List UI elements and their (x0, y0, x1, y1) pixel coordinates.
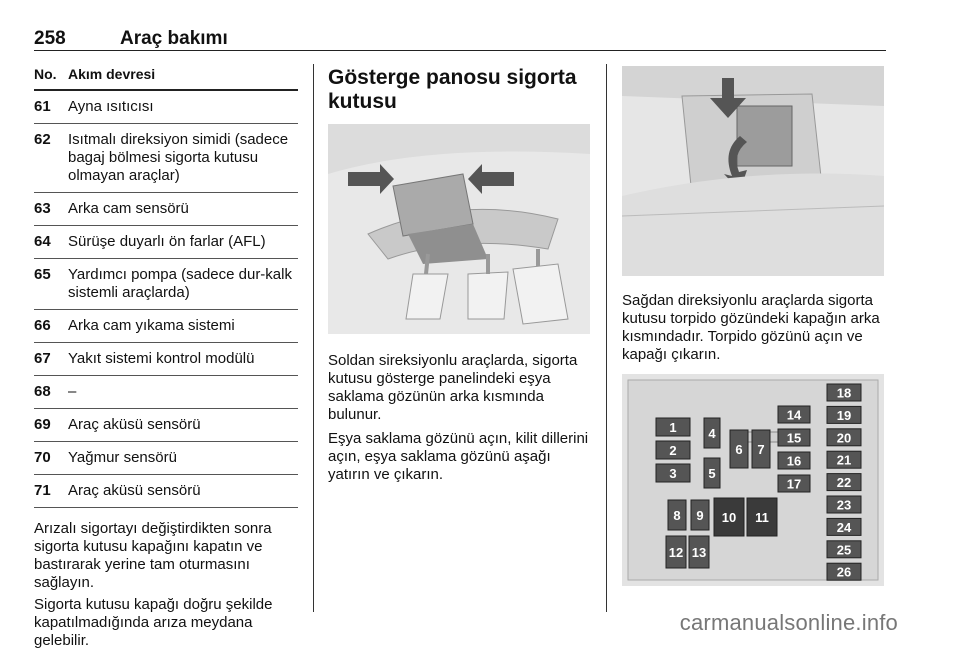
table-row (34, 343, 298, 376)
col2-paragraph-1: Soldan sireksiyonlu araçlarda, sigorta kutusu gösterge panelindeki eşya saklama gözünün arka kısmında bulunur. (328, 352, 578, 423)
col3-paragraph: Sağdan direksiyonlu araçlarda sigorta kutusu torpido gözündeki kapağın arka kısmındadır. Torpido gözünü açın ve kapağı çıkarın. (622, 292, 880, 363)
svg-text:14: 14 (786, 407, 802, 423)
fuse-slot (704, 418, 720, 448)
fuse-slot (704, 458, 720, 488)
fuse-slot (827, 496, 861, 513)
svg-text:25: 25 (836, 542, 852, 558)
svg-text:24: 24 (836, 519, 852, 535)
table-header (34, 62, 298, 91)
fuse-box-diagram (622, 374, 884, 586)
fuse-table-column (34, 62, 298, 650)
fuse-circuit: Araç aküsü sensörü (68, 416, 201, 433)
fuse-circuit: Arka cam sensörü (68, 200, 189, 217)
fuse-circuit: Ayna ısıtıcısı (68, 98, 154, 115)
fuse-slot (827, 384, 861, 401)
fuse-slot (668, 500, 686, 530)
fuse-slot (656, 441, 690, 459)
fuse-slot (689, 536, 709, 568)
fuse-table-body (34, 91, 298, 508)
fuse-circuit: Yağmur sensörü (68, 449, 177, 466)
svg-text:4: 4 (708, 426, 716, 441)
instrument-panel-column (328, 66, 592, 114)
fuse-circuit: Isıtmalı direksiyon simidi (sadece bagaj bölmesi sigorta kutusu olmayan araçlar) (68, 131, 289, 184)
page-header (34, 28, 886, 51)
fuse-slot (691, 500, 709, 530)
fuse-slot (666, 536, 686, 568)
fuse-number: 69 (34, 416, 51, 433)
fuse-slot (827, 474, 861, 491)
fuse-slot (752, 430, 770, 468)
svg-text:8: 8 (673, 508, 681, 523)
watermark-text: carmanualsonline.info (679, 610, 898, 635)
fuse-slot (730, 430, 748, 468)
svg-text:11: 11 (755, 510, 769, 525)
svg-text:22: 22 (836, 475, 852, 491)
fuse-circuit: Sürüşe duyarlı ön farlar (AFL) (68, 233, 266, 250)
column-divider (313, 64, 314, 612)
svg-text:2: 2 (669, 443, 677, 458)
svg-text:17: 17 (786, 476, 802, 492)
svg-text:15: 15 (786, 430, 802, 446)
fuse-circuit: Arka cam yıkama sistemi (68, 317, 235, 334)
table-row (34, 226, 298, 259)
svg-text:13: 13 (691, 545, 707, 560)
svg-text:10: 10 (721, 510, 737, 525)
svg-text:19: 19 (836, 407, 852, 423)
col2-text (328, 352, 594, 484)
rhd-glovebox-illustration (622, 66, 884, 276)
fuse-circuit: Yardımcı pompa (sadece dur-kalk sistemli araçlarda) (68, 266, 292, 301)
svg-text:3: 3 (669, 466, 677, 481)
fuse-slot (827, 518, 861, 535)
svg-text:9: 9 (696, 508, 704, 523)
fuse-number: 70 (34, 449, 51, 466)
page-title: Araç bakımı (120, 28, 228, 49)
col-circuit-header: Akım devresi (68, 66, 156, 82)
svg-text:21: 21 (836, 452, 852, 468)
table-row (34, 310, 298, 343)
fuse-slot (827, 541, 861, 558)
svg-text:20: 20 (836, 430, 852, 446)
fuse-slot (778, 475, 810, 492)
fuse-number: 62 (34, 131, 51, 148)
svg-text:18: 18 (836, 385, 852, 401)
svg-text:16: 16 (786, 453, 802, 469)
column-divider (606, 64, 607, 612)
col3-text (622, 292, 884, 364)
svg-text:7: 7 (757, 442, 765, 457)
fuse-slot (656, 418, 690, 436)
fuse-slot (778, 452, 810, 469)
fuse-circuit: – (68, 383, 77, 400)
table-row (34, 259, 298, 310)
fuse-number: 61 (34, 98, 51, 115)
table-row (34, 442, 298, 475)
fuse-slot (827, 429, 861, 446)
fuse-slot (747, 498, 777, 536)
fuse-slot (827, 406, 861, 423)
fuse-circuit: Araç aküsü sensörü (68, 482, 201, 499)
svg-text:1: 1 (669, 420, 677, 435)
svg-text:23: 23 (836, 497, 852, 513)
fuse-slot (778, 429, 810, 446)
fuse-number: 65 (34, 266, 51, 283)
page-number: 258 (34, 28, 66, 49)
table-row (34, 193, 298, 226)
fuse-number: 71 (34, 482, 51, 499)
fuse-slot (714, 498, 744, 536)
fuse-slot (778, 406, 810, 423)
fuse-slot (827, 563, 861, 580)
table-row (34, 124, 298, 193)
table-row (34, 409, 298, 442)
col-no-header: No. (34, 66, 57, 82)
fuse-circuit: Yakıt sistemi kontrol modülü (68, 350, 255, 367)
fuse-number: 68 (34, 383, 51, 400)
svg-text:5: 5 (708, 466, 716, 481)
fuse-number: 67 (34, 350, 51, 367)
glovebox-illustration (328, 124, 590, 334)
col1-paragraph-2: Sigorta kutusu kapağı doğru şekilde kapatılmadığında arıza meydana gelebilir. (34, 596, 273, 649)
section-heading: Gösterge panosu sigorta kutusu (328, 66, 577, 113)
table-row (34, 475, 298, 508)
fuse-number: 63 (34, 200, 51, 217)
col1-paragraph-1: Arızalı sigortayı değiştirdikten sonra sigorta kutusu kapağını kapatın ve bastırarak yerine tam oturmasını sağlayın. (34, 520, 272, 591)
fuse-number: 66 (34, 317, 51, 334)
svg-text:6: 6 (735, 442, 743, 457)
fuse-slot (656, 464, 690, 482)
table-row (34, 91, 298, 124)
fuse-slot (827, 451, 861, 468)
table-row (34, 376, 298, 409)
svg-text:12: 12 (668, 545, 684, 560)
fuse-number: 64 (34, 233, 51, 250)
svg-text:26: 26 (836, 564, 852, 580)
col2-paragraph-2: Eşya saklama gözünü açın, kilit dillerini açın, eşya saklama gözünü aşağı yatırın ve çıkarın. (328, 430, 589, 483)
